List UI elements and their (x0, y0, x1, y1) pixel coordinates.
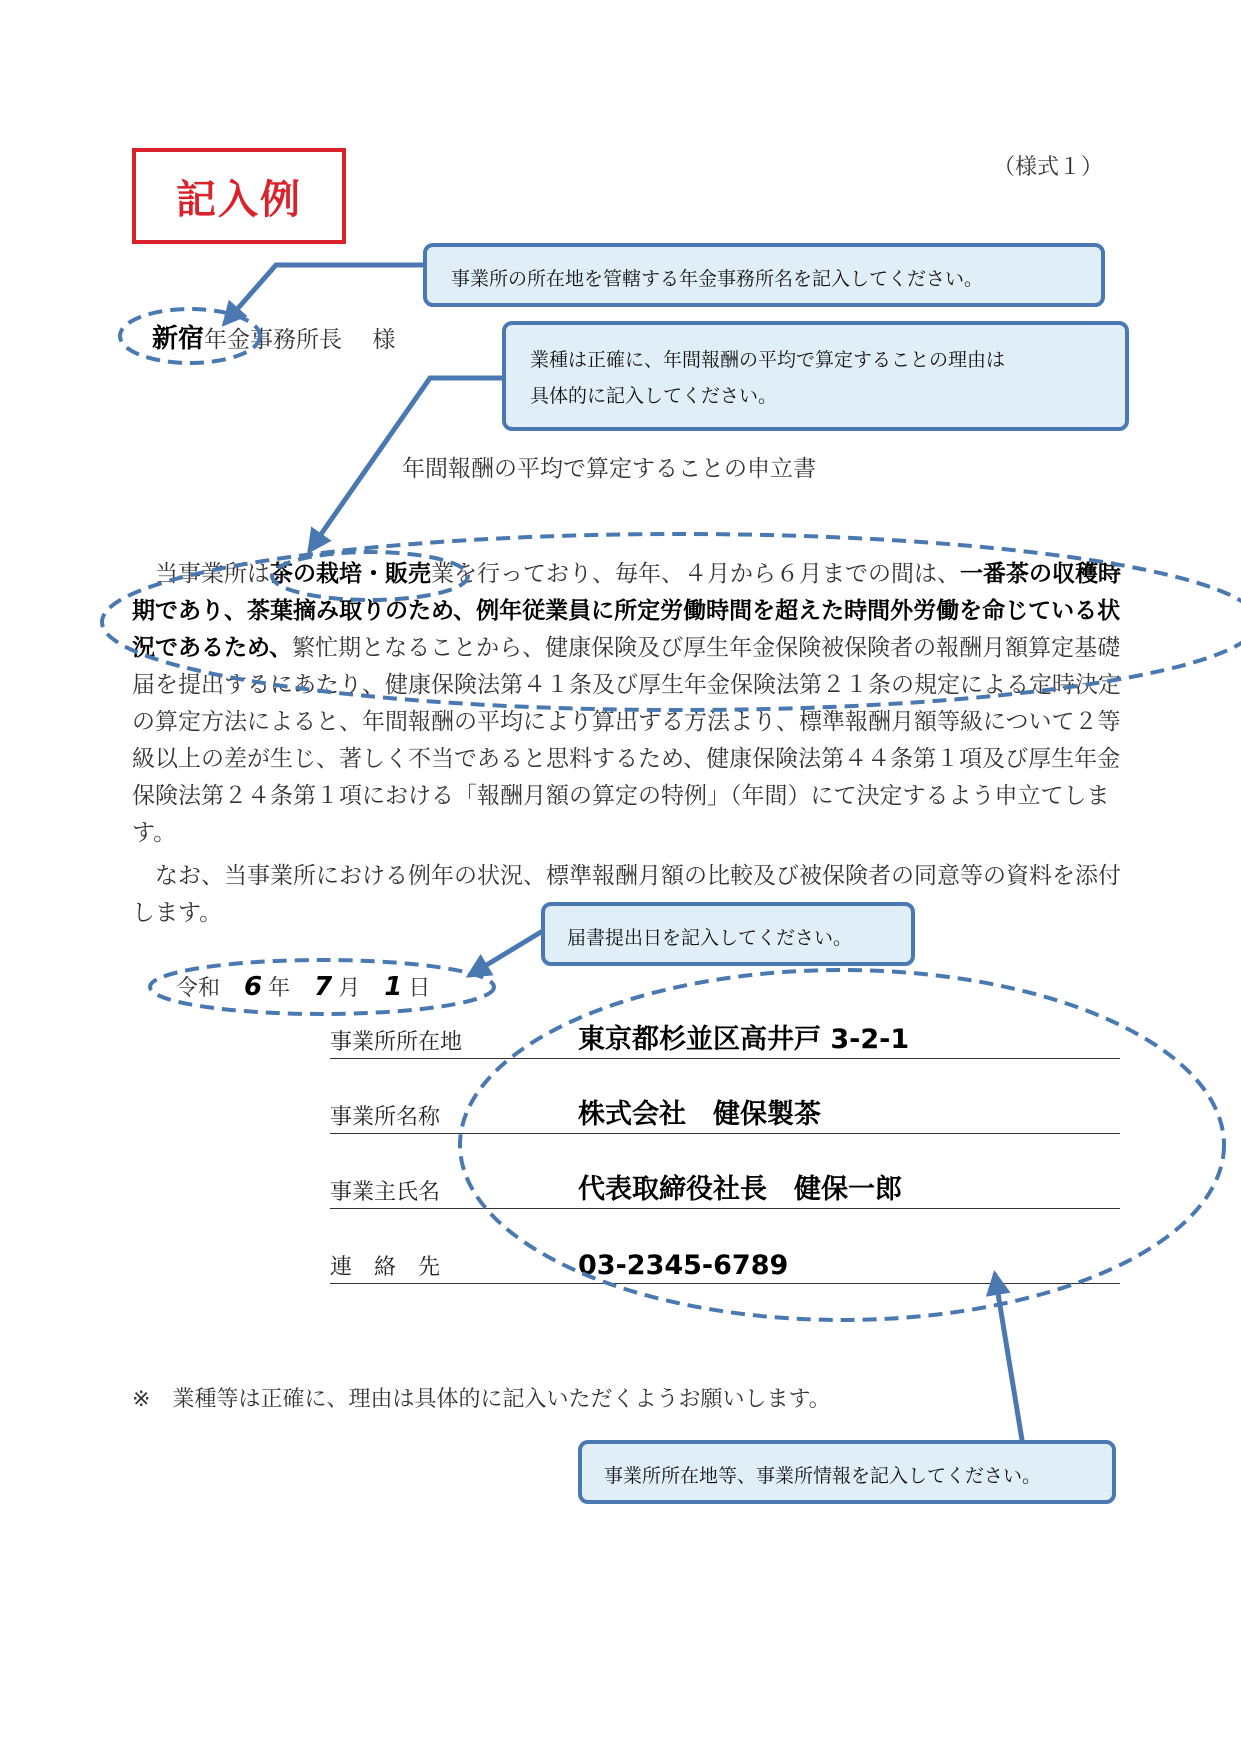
example-stamp-label: 記入例 (176, 176, 302, 223)
p1-reason: 一番茶の収穫時期であり、茶葉摘み取りのため、例年従業員に所定労働時間を超えた時間外労働を命じている状況であるため、 (132, 561, 1121, 661)
p1-text-b: 業を行っており、毎年、４月から６月までの間は、 (431, 561, 960, 587)
arrow-date (470, 932, 541, 975)
arrow-reason (310, 378, 502, 550)
field-value-owner: 代表取締役社長 健保一郎 (578, 1174, 902, 1205)
p1-text-c: 繁忙期となることから、健康保険及び厚生年金保険被保険者の報酬月額算定基礎届を提出するにあたり、健康保険法第４１条及び厚生年金保険法第２１条の規定による定時決定の算定方法によると、年間報酬の平均により算出する方法より、標準報酬月額等級について２等級以上の差が生じ、著しく不当であると思料するため、健康保険法第４４条第１項及び厚生年金保険法第２４条第１項における「報酬月額の算定の特例」（年間）にて決定するよう申立てします。 (132, 635, 1121, 846)
footnote-mark: ※ (132, 1387, 151, 1412)
callout-reason-line2: 具体的に記入してください。 (530, 385, 778, 407)
ellipse-fields (460, 970, 1224, 1320)
callout-reason-line1: 業種は正確に、年間報酬の平均で算定することの理由は (530, 349, 1006, 371)
field-label-address: 事業所所在地 (330, 1030, 463, 1055)
field-value-name: 株式会社 健保製茶 (578, 1099, 821, 1130)
form-number: （様式１） (992, 155, 1103, 180)
date-era: 令和 (176, 976, 221, 1001)
field-value-address: 東京都杉並区高井戸 3-2-1 (578, 1024, 910, 1055)
field-label-contact: 連 絡 先 (330, 1255, 441, 1280)
date-year-unit: 年 (268, 976, 291, 1001)
body-paragraph-2: なお、当事業所における例年の状況、標準報酬月額の比較及び被保険者の同意等の資料を添付します。 (132, 863, 1121, 926)
p1-text-a: 当事業所は (155, 561, 270, 587)
field-label-name: 事業所名称 (330, 1105, 441, 1130)
arrow-office (225, 265, 423, 323)
callout-office-name-text: 事業所の所在地を管轄する年金事務所名を記入してください。 (451, 268, 984, 290)
p1-industry: 茶の栽培・販売 (270, 561, 431, 587)
ellipse-reason (102, 534, 1241, 710)
field-value-contact: 03-2345-6789 (578, 1250, 789, 1281)
ellipse-office (120, 309, 260, 363)
field-label-owner: 事業主氏名 (330, 1180, 441, 1205)
ellipse-industry (272, 552, 468, 600)
callout-date-hint-text: 届書提出日を記入してください。 (567, 927, 853, 949)
footnote-text: 業種等は正確に、理由は具体的に記入いただくようお願いします。 (172, 1387, 831, 1412)
date-month-unit: 月 (338, 976, 361, 1001)
date-day-unit: 日 (408, 976, 431, 1001)
document-title: 年間報酬の平均で算定することの申立書 (402, 456, 816, 482)
date-day: 1 (384, 972, 403, 1002)
ellipse-date (150, 960, 494, 1014)
addressee-office: 新宿 (152, 324, 205, 354)
addressee-suffix: 年金事務所長 様 (204, 327, 396, 353)
date-month: 7 (314, 972, 333, 1002)
date-year: 6 (244, 972, 263, 1002)
callout-office-info-text: 事業所所在地等、事業所情報を記入してください。 (604, 1465, 1042, 1487)
